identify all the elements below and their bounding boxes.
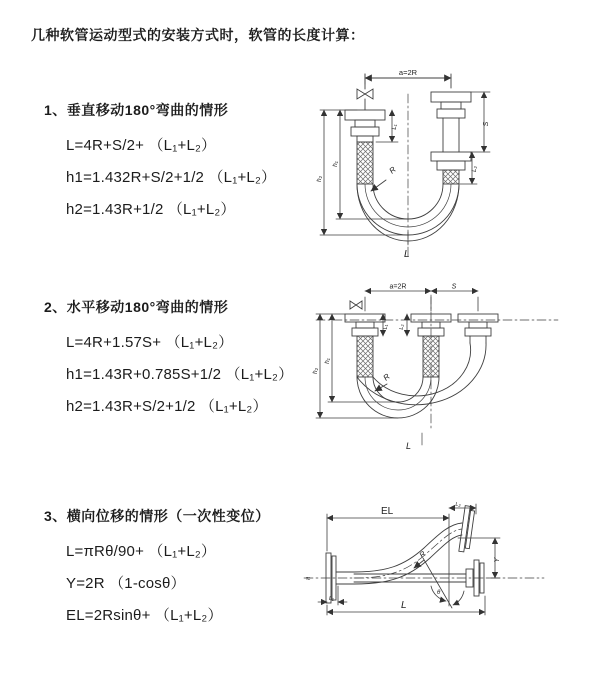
formula-line: L=4R+1.57S+ （L₁+L₂） xyxy=(66,334,234,351)
section-2 xyxy=(44,297,293,423)
right-hose-arm xyxy=(470,336,486,343)
formula-line: L=πRθ/90+ （L₁+L₂） xyxy=(66,543,217,560)
hose-braid xyxy=(443,170,459,184)
dim-label-h1: h₁ xyxy=(332,161,339,167)
dim-label-el: EL xyxy=(381,506,394,517)
formula-line: h2=1.43R+S/2+1/2 （L₁+L₂） xyxy=(66,398,268,415)
section-3 xyxy=(44,506,270,632)
formula-line: EL=2Rsinθ+ （L₁+L₂） xyxy=(66,607,223,624)
hose-u-bend-position2 xyxy=(357,343,486,445)
dim-label-s: S xyxy=(451,283,457,291)
dimension-el xyxy=(327,514,449,606)
dimension-l2 xyxy=(449,504,476,514)
hose-braid xyxy=(357,142,373,184)
length-label: L xyxy=(406,441,412,451)
dimension-a2r xyxy=(365,291,478,311)
diagram-lateral-displacement xyxy=(296,494,598,666)
left-flange-fitting xyxy=(345,314,385,336)
dim-label-l1: L₁ xyxy=(383,324,389,330)
length-label: L xyxy=(401,600,407,611)
section-1-formulas xyxy=(66,130,276,226)
dim-label-a2r: a=2R xyxy=(389,283,407,291)
section-2-formulas xyxy=(66,327,293,423)
radius-label: R xyxy=(387,164,398,176)
radius-label: R xyxy=(381,371,392,383)
radius-label: R xyxy=(417,549,428,560)
dim-label-h2: h₂ xyxy=(316,175,323,183)
valve-icon xyxy=(357,74,373,110)
pipe-break-symbol: ≈ xyxy=(306,574,311,583)
right-flange-fitting xyxy=(458,314,498,336)
section-1-heading: 1、垂直移动180°弯曲的情形 xyxy=(44,102,229,118)
dim-label-l1: L₁ xyxy=(329,596,334,602)
right-lower-flange-fitting xyxy=(431,152,471,170)
dim-label-l1: L₁ xyxy=(392,124,398,130)
displaced-hose-curve xyxy=(354,523,462,584)
section-2-heading: 2、水平移动180°弯曲的情形 xyxy=(44,299,229,315)
left-flange-fitting xyxy=(345,110,385,142)
length-label: L xyxy=(404,249,410,260)
page-title: 几种软管运动型式的安装方式时，软管的长度计算： xyxy=(31,27,365,43)
hose-braid xyxy=(423,336,439,377)
section-1 xyxy=(44,100,276,226)
hose-u-bend-position1 xyxy=(357,377,439,418)
dim-label-a2r: a=2R xyxy=(398,68,418,77)
dim-label-s: S xyxy=(483,121,490,127)
valve-icon xyxy=(350,301,362,309)
angle-label: θ xyxy=(437,590,441,596)
section-3-heading: 3、横向位移的情形（一次性变位） xyxy=(44,508,270,524)
formula-line: h2=1.43R+1/2 （L₁+L₂） xyxy=(66,201,236,218)
dim-label-l2: L₂ xyxy=(399,324,405,330)
dim-label-l2: L₂ xyxy=(472,166,478,172)
formula-line: Y=2R （1-cosθ） xyxy=(66,575,186,592)
dim-label-l2: L₂ xyxy=(455,502,461,508)
dim-label-h1: h₁ xyxy=(324,358,331,364)
diagram-horizontal-180-bend xyxy=(308,281,598,461)
section-3-formulas xyxy=(66,536,270,632)
dim-label-y: Y xyxy=(494,557,501,563)
diagram-vertical-180-bend xyxy=(308,64,598,262)
hose-braid xyxy=(357,336,373,377)
formula-line: h1=1.432R+S/2+1/2 （L₁+L₂） xyxy=(66,169,277,186)
dim-label-h2: h₂ xyxy=(312,367,319,375)
angle-theta xyxy=(423,558,464,608)
right-upper-flange-fitting xyxy=(431,92,471,152)
formula-line: h1=1.43R+0.785S+1/2 （L₁+L₂） xyxy=(66,366,294,383)
formula-line: L=4R+S/2+ （L₁+L₂） xyxy=(66,137,217,154)
